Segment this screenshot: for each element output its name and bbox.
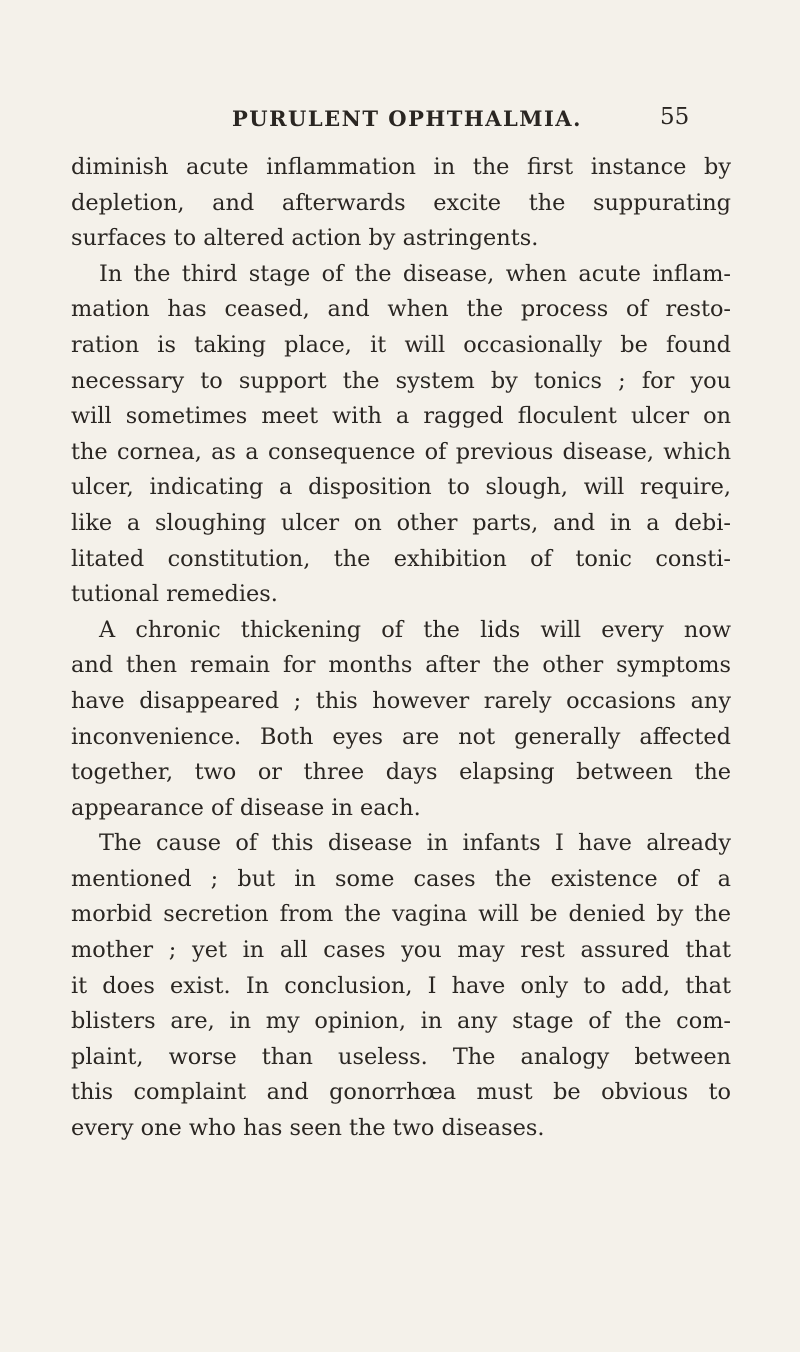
text-line: mation has ceased, and when the process of resto- xyxy=(71,296,731,323)
text-line: litated constitution, the exhibition of tonic consti- xyxy=(71,545,731,572)
text-line: ration is taking place, it will occasionally be found xyxy=(71,331,731,358)
text-line: will sometimes meet with a ragged floculent ulcer on xyxy=(71,403,731,430)
running-head-title: PURULENT OPHTHALMIA. xyxy=(232,106,582,131)
text-line: depletion, and afterwards excite the suppurating xyxy=(71,189,731,216)
text-line: have disappeared ; this however rarely occasions any xyxy=(71,687,731,714)
page-number: 55 xyxy=(660,104,690,130)
text-line: every one who has seen the two diseases. xyxy=(71,1115,545,1142)
running-head xyxy=(0,106,800,136)
text-line: diminish acute inflammation in the first instance by xyxy=(71,154,731,180)
body-text xyxy=(71,150,731,1147)
text-line: ulcer, indicating a disposition to slough, will require, xyxy=(71,474,731,501)
text-line: together, two or three days elapsing between the xyxy=(71,759,731,786)
text-line: necessary to support the system by tonics ; for you xyxy=(71,367,731,394)
text-line: tutional remedies. xyxy=(71,581,278,608)
text-line: In the third stage of the disease, when acute inflam- xyxy=(99,260,731,287)
text-line: plaint, worse than useless. The analogy between xyxy=(71,1043,731,1070)
text-line: inconvenience. Both eyes are not generally affected xyxy=(71,723,731,750)
text-line: morbid secretion from the vagina will be denied by the xyxy=(71,901,731,928)
text-line: and then remain for months after the other symptoms xyxy=(71,652,731,679)
text-line: it does exist. In conclusion, I have only to add, that xyxy=(71,972,731,999)
text-line: mother ; yet in all cases you may rest assured that xyxy=(71,937,731,964)
text-line: A chronic thickening of the lids will every now xyxy=(99,616,731,643)
text-line: appearance of disease in each. xyxy=(71,794,421,821)
text-line: surfaces to altered action by astringents. xyxy=(71,225,539,252)
text-line: this complaint and gonorrhœa must be obvious to xyxy=(71,1079,731,1106)
text-line: the cornea, as a consequence of previous disease, which xyxy=(71,438,731,465)
text-line: mentioned ; but in some cases the existence of a xyxy=(71,865,731,892)
text-line: blisters are, in my opinion, in any stage of the com- xyxy=(71,1008,731,1035)
text-line: like a sloughing ulcer on other parts, and in a debi- xyxy=(71,509,731,536)
text-line: The cause of this disease in infants I have already xyxy=(99,830,731,857)
